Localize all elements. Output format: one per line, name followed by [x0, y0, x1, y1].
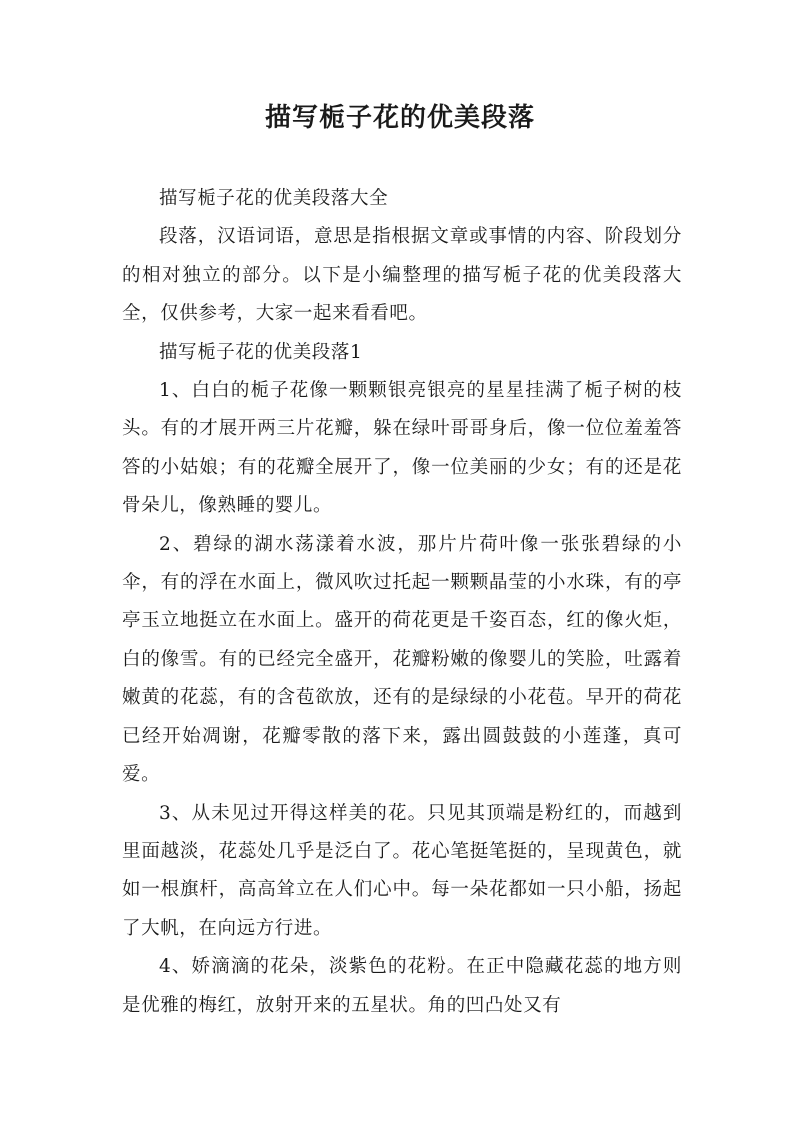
paragraph-item-3: 3、从未见过开得这样美的花。只见其顶端是粉红的，而越到里面越淡，花蕊处几乎是泛白了。花心笔挺笔挺的，呈现黄色，就如一根旗杆，高高耸立在人们心中。每一朵花都如一只小船，扬起了大帆，在向远方行进。 [122, 802, 682, 939]
paragraph-item-2: 2、碧绿的湖水荡漾着水波，那片片荷叶像一张张碧绿的小伞，有的浮在水面上，微风吹过托起一颗颗晶莹的小水珠，有的亭亭玉立地挺立在水面上。盛开的荷花更是千姿百态，红的像火炬，白的像雪。有的已经完全盛开，花瓣粉嫩的像婴儿的笑脸，吐露着嫩黄的花蕊，有的含苞欲放，还有的是绿绿的小花苞。早开的荷花已经开始凋谢，花瓣零散的落下来，露出圆鼓鼓的小莲蓬，真可爱。 [122, 533, 682, 786]
document-title: 描写栀子花的优美段落 [264, 103, 535, 133]
intro-paragraph: 段落，汉语词语，意思是指根据文章或事情的内容、阶段划分的相对独立的部分。以下是小编整理的描写栀子花的优美段落大全，仅供参考，大家一起来看看吧。 [122, 226, 682, 325]
paragraph-item-1: 1、白白的栀子花像一颗颗银亮银亮的星星挂满了栀子树的枝头。有的才展开两三片花瓣，躲在绿叶哥哥身后，像一位位羞羞答答的小姑娘；有的花瓣全展开了，像一位美丽的少女；有的还是花骨朵儿，像熟睡的婴儿。 [122, 380, 682, 517]
section-heading-overview: 描写栀子花的优美段落大全 [159, 188, 389, 209]
section-heading-1: 描写栀子花的优美段落1 [159, 341, 363, 363]
document-body [122, 180, 682, 1025]
paragraph-item-4: 4、娇滴滴的花朵，淡紫色的花粉。在正中隐藏花蕊的地方则是优雅的梅红，放射开来的五星状。角的凹凸处又有 [122, 956, 682, 1016]
